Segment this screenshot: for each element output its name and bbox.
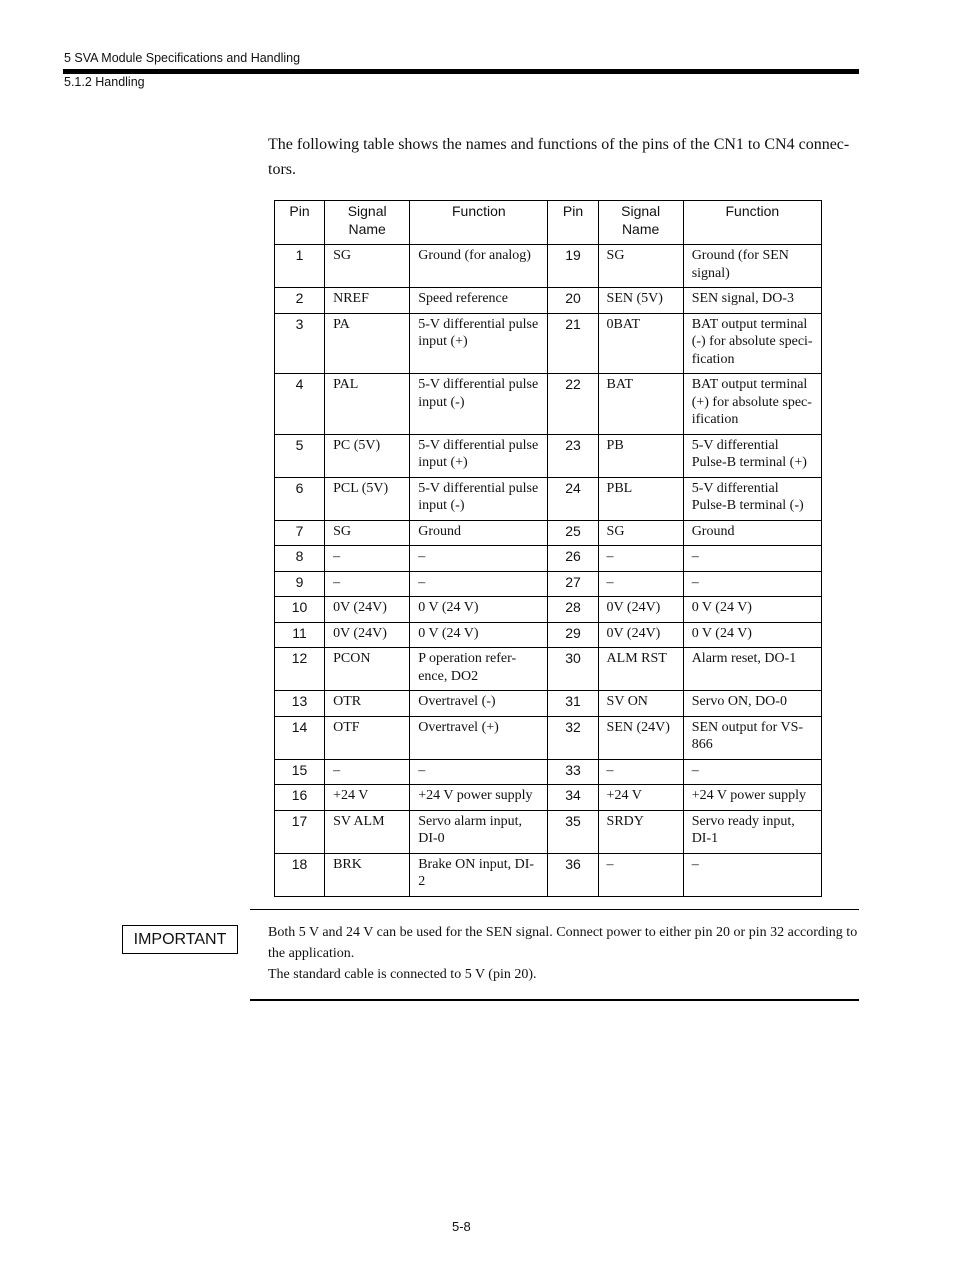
table-row xyxy=(275,759,822,785)
pin-cell: 4 xyxy=(275,374,325,435)
pin-cell: 33 xyxy=(548,759,598,785)
pin-cell: 16 xyxy=(275,785,325,811)
function-cell: +24 V power supply xyxy=(683,785,821,811)
intro-paragraph: The following table shows the names and functions of the pins of the CN1 to CN4 connec-tors. xyxy=(268,136,850,178)
pin-table xyxy=(274,200,822,897)
pin-cell: 17 xyxy=(275,810,325,853)
signal-name-cell: SG xyxy=(325,520,410,546)
function-cell: – xyxy=(410,571,548,597)
table-row xyxy=(275,648,822,691)
signal-name-cell: SG xyxy=(598,520,683,546)
signal-name-cell: 0V (24V) xyxy=(325,597,410,623)
pin-cell: 10 xyxy=(275,597,325,623)
function-cell: 0 V (24 V) xyxy=(683,622,821,648)
table-row xyxy=(275,691,822,717)
table-header-row xyxy=(275,201,822,245)
important-line: The standard cable is connected to 5 V (pin 20). xyxy=(268,967,537,982)
function-cell: – xyxy=(683,546,821,572)
function-cell: BAT output terminal (+) for absolute spec-ification xyxy=(683,374,821,435)
pin-cell: 26 xyxy=(548,546,598,572)
signal-name-cell: BAT xyxy=(598,374,683,435)
signal-name-cell: – xyxy=(598,546,683,572)
function-cell: 0 V (24 V) xyxy=(683,597,821,623)
function-cell: 0 V (24 V) xyxy=(410,597,548,623)
table-row xyxy=(275,520,822,546)
pin-cell: 36 xyxy=(548,853,598,896)
pin-cell: 32 xyxy=(548,716,598,759)
function-cell: – xyxy=(683,759,821,785)
signal-name-cell: OTF xyxy=(325,716,410,759)
function-cell: Servo alarm input, DI-0 xyxy=(410,810,548,853)
function-cell: Ground (for analog) xyxy=(410,245,548,288)
important-rule-top xyxy=(250,909,859,910)
column-header: Pin xyxy=(275,201,325,245)
chapter-title: 5 SVA Module Specifications and Handling xyxy=(64,51,301,65)
pin-cell: 6 xyxy=(275,477,325,520)
signal-name-cell: – xyxy=(598,759,683,785)
function-cell: 5-V differential pulse input (-) xyxy=(410,374,548,435)
signal-name-cell: OTR xyxy=(325,691,410,717)
signal-name-cell: PCL (5V) xyxy=(325,477,410,520)
pin-cell: 35 xyxy=(548,810,598,853)
signal-name-cell: SRDY xyxy=(598,810,683,853)
pin-cell: 14 xyxy=(275,716,325,759)
table-row xyxy=(275,546,822,572)
pin-cell: 31 xyxy=(548,691,598,717)
function-cell: Alarm reset, DO-1 xyxy=(683,648,821,691)
pin-cell: 20 xyxy=(548,288,598,314)
important-line: Both 5 V and 24 V can be used for the SEN signal. Connect power to either pin 20 or pin 32 according to the application. xyxy=(268,925,858,961)
function-cell: 5-V differential Pulse-B terminal (+) xyxy=(683,434,821,477)
section-title: 5.1.2 Handling xyxy=(64,75,145,89)
signal-name-cell: – xyxy=(325,759,410,785)
function-cell: 0 V (24 V) xyxy=(410,622,548,648)
table-row xyxy=(275,810,822,853)
signal-name-cell: +24 V xyxy=(598,785,683,811)
signal-name-cell: – xyxy=(598,853,683,896)
pin-cell: 15 xyxy=(275,759,325,785)
signal-name-cell: – xyxy=(598,571,683,597)
table-row xyxy=(275,313,822,374)
function-cell: 5-V differential pulse input (+) xyxy=(410,313,548,374)
column-header: Signal Name xyxy=(598,201,683,245)
function-cell: – xyxy=(683,853,821,896)
table-row xyxy=(275,245,822,288)
table-row xyxy=(275,374,822,435)
important-rule-bottom xyxy=(250,999,859,1001)
pin-cell: 7 xyxy=(275,520,325,546)
pin-cell: 25 xyxy=(548,520,598,546)
signal-name-cell: +24 V xyxy=(325,785,410,811)
important-badge: IMPORTANT xyxy=(122,925,238,954)
table-row xyxy=(275,785,822,811)
function-cell: Ground (for SEN signal) xyxy=(683,245,821,288)
signal-name-cell: 0BAT xyxy=(598,313,683,374)
signal-name-cell: 0V (24V) xyxy=(325,622,410,648)
table-row xyxy=(275,597,822,623)
function-cell: SEN signal, DO-3 xyxy=(683,288,821,314)
column-header: Signal Name xyxy=(325,201,410,245)
function-cell: Servo ON, DO-0 xyxy=(683,691,821,717)
table-row xyxy=(275,853,822,896)
table-row xyxy=(275,622,822,648)
function-cell: – xyxy=(410,546,548,572)
pin-cell: 8 xyxy=(275,546,325,572)
column-header: Function xyxy=(410,201,548,245)
pin-cell: 9 xyxy=(275,571,325,597)
pin-cell: 21 xyxy=(548,313,598,374)
pin-cell: 13 xyxy=(275,691,325,717)
function-cell: P operation refer-ence, DO2 xyxy=(410,648,548,691)
signal-name-cell: BRK xyxy=(325,853,410,896)
function-cell: 5-V differential pulse input (+) xyxy=(410,434,548,477)
signal-name-cell: PA xyxy=(325,313,410,374)
signal-name-cell: PC (5V) xyxy=(325,434,410,477)
function-cell: – xyxy=(410,759,548,785)
table-row xyxy=(275,288,822,314)
signal-name-cell: PCON xyxy=(325,648,410,691)
table-row xyxy=(275,434,822,477)
signal-name-cell: SG xyxy=(325,245,410,288)
pin-cell: 28 xyxy=(548,597,598,623)
function-cell: Servo ready input, DI-1 xyxy=(683,810,821,853)
pin-cell: 1 xyxy=(275,245,325,288)
table-row xyxy=(275,477,822,520)
function-cell: 5-V differential Pulse-B terminal (-) xyxy=(683,477,821,520)
pin-cell: 11 xyxy=(275,622,325,648)
page-number: 5-8 xyxy=(452,1219,471,1234)
pin-cell: 34 xyxy=(548,785,598,811)
signal-name-cell: – xyxy=(325,546,410,572)
function-cell: BAT output terminal (-) for absolute speci-fication xyxy=(683,313,821,374)
signal-name-cell: PBL xyxy=(598,477,683,520)
function-cell: Brake ON input, DI-2 xyxy=(410,853,548,896)
header-rule xyxy=(63,69,859,74)
signal-name-cell: PB xyxy=(598,434,683,477)
important-note xyxy=(268,922,860,985)
signal-name-cell: SEN (24V) xyxy=(598,716,683,759)
function-cell: – xyxy=(683,571,821,597)
function-cell: SEN output for VS-866 xyxy=(683,716,821,759)
signal-name-cell: SV ALM xyxy=(325,810,410,853)
column-header: Pin xyxy=(548,201,598,245)
signal-name-cell: NREF xyxy=(325,288,410,314)
pin-cell: 18 xyxy=(275,853,325,896)
pin-cell: 19 xyxy=(548,245,598,288)
signal-name-cell: SV ON xyxy=(598,691,683,717)
column-header: Function xyxy=(683,201,821,245)
signal-name-cell: ALM RST xyxy=(598,648,683,691)
function-cell: Ground xyxy=(683,520,821,546)
function-cell: +24 V power supply xyxy=(410,785,548,811)
signal-name-cell: 0V (24V) xyxy=(598,622,683,648)
function-cell: Overtravel (-) xyxy=(410,691,548,717)
function-cell: Speed reference xyxy=(410,288,548,314)
signal-name-cell: – xyxy=(325,571,410,597)
table-row xyxy=(275,716,822,759)
function-cell: Ground xyxy=(410,520,548,546)
signal-name-cell: SEN (5V) xyxy=(598,288,683,314)
table-row xyxy=(275,571,822,597)
pin-cell: 2 xyxy=(275,288,325,314)
pin-cell: 23 xyxy=(548,434,598,477)
pin-cell: 5 xyxy=(275,434,325,477)
signal-name-cell: PAL xyxy=(325,374,410,435)
pin-cell: 30 xyxy=(548,648,598,691)
function-cell: 5-V differential pulse input (-) xyxy=(410,477,548,520)
pin-cell: 22 xyxy=(548,374,598,435)
signal-name-cell: 0V (24V) xyxy=(598,597,683,623)
pin-cell: 12 xyxy=(275,648,325,691)
signal-name-cell: SG xyxy=(598,245,683,288)
pin-cell: 24 xyxy=(548,477,598,520)
pin-cell: 3 xyxy=(275,313,325,374)
function-cell: Overtravel (+) xyxy=(410,716,548,759)
pin-cell: 29 xyxy=(548,622,598,648)
pin-cell: 27 xyxy=(548,571,598,597)
